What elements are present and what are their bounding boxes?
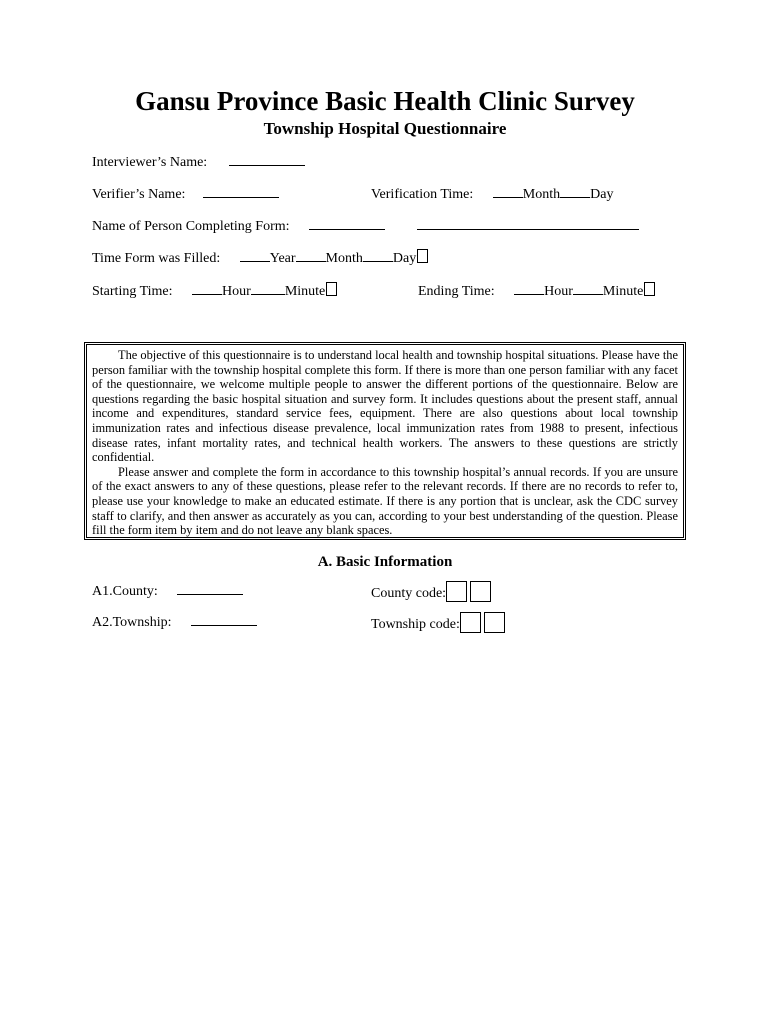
objective-text xyxy=(86,344,684,538)
end-hour-label: Hour xyxy=(544,284,573,299)
start-minute-blank[interactable] xyxy=(251,281,285,295)
filled-year-blank[interactable] xyxy=(240,248,270,262)
section-a-heading: A. Basic Information xyxy=(317,554,453,570)
end-hour-blank[interactable] xyxy=(514,281,544,295)
verification-month-blank[interactable] xyxy=(493,184,523,198)
filled-month-label: Month xyxy=(325,251,363,266)
time-filled-label: Time Form was Filled: xyxy=(92,251,221,266)
instructions-paragraph: Please answer and complete the form in accordance to this township hospital’s annual records. If you are unsure of the exact answers to any of these questions, please refer to the relevant records. If there are no records to refer to, please use your knowledge to make an educated estimate. If there is any portion that is unclear, ask the CDC survey staff to clarify, and then answer as accurately as you can, according to your best understanding of the question. Please fill the form item by item and do not leave any blank spaces. xyxy=(92,464,678,538)
interviewer-row xyxy=(92,152,305,172)
verification-time-row xyxy=(371,184,613,204)
ending-time-row xyxy=(418,281,655,301)
filled-day-blank[interactable] xyxy=(363,248,393,262)
township-code-box-2[interactable] xyxy=(484,612,505,633)
county-code-label: County code: xyxy=(371,586,447,601)
county-blank[interactable] xyxy=(177,581,243,595)
person-completing-extra-blank[interactable] xyxy=(417,216,639,230)
verification-month-label: Month xyxy=(522,187,561,202)
township-label: A2.Township: xyxy=(92,615,172,630)
county-code-box-1[interactable] xyxy=(446,581,467,602)
time-filled-row xyxy=(92,248,428,268)
verification-day-label: Day xyxy=(590,187,614,202)
missing-glyph-icon xyxy=(326,282,337,296)
filled-day-label: Day xyxy=(392,251,417,266)
county-code-row xyxy=(371,581,491,603)
county-code-box-2[interactable] xyxy=(470,581,491,602)
county-label: A1.County: xyxy=(92,584,158,599)
ending-time-label: Ending Time: xyxy=(418,284,495,299)
township-blank[interactable] xyxy=(191,612,257,626)
verifier-row xyxy=(92,184,279,204)
interviewer-label: Interviewer’s Name: xyxy=(92,155,208,170)
verification-time-label: Verification Time: xyxy=(371,187,474,202)
missing-glyph-icon xyxy=(644,282,655,296)
verification-day-blank[interactable] xyxy=(560,184,590,198)
starting-time-label: Starting Time: xyxy=(92,284,173,299)
township-row xyxy=(92,612,257,632)
start-minute-label: Minute xyxy=(284,284,326,299)
township-code-label: Township code: xyxy=(371,617,460,632)
county-row xyxy=(92,581,243,601)
filled-year-label: Year xyxy=(269,251,296,266)
starting-time-row xyxy=(92,281,337,301)
verifier-label: Verifier’s Name: xyxy=(92,187,186,202)
start-hour-label: Hour xyxy=(222,284,251,299)
end-minute-blank[interactable] xyxy=(573,281,603,295)
person-completing-blank[interactable] xyxy=(309,216,385,230)
objective-paragraph: The objective of this questionnaire is to understand local health and township hospital situations. Please have the person familiar with the township hospital complete this form. If there is more than one person familiar with any facet of the questionnaire, we welcome multiple people to answer the different portions of the questionnaire. Below are questions regarding the basic hospital situation and survey form. It includes questions about the present staff, annual income and expenditures, standard service fees, equipment. There are also questions about local township immunization rates and infectious disease prevalence, local immunization rates from 1988 to present, infectious disease rates, infant mortality rates, and technical health workers. The answers to these questions are strictly confidential. xyxy=(92,348,678,465)
missing-glyph-icon xyxy=(417,249,428,263)
end-minute-label: Minute xyxy=(602,284,644,299)
interviewer-name-blank[interactable] xyxy=(229,152,305,166)
township-code-row xyxy=(371,612,505,634)
verifier-name-blank[interactable] xyxy=(203,184,279,198)
township-code-box-1[interactable] xyxy=(460,612,481,633)
objective-box xyxy=(84,342,686,540)
person-completing-row xyxy=(92,216,639,236)
page-subtitle: Township Hospital Questionnaire xyxy=(263,119,507,138)
filled-month-blank[interactable] xyxy=(296,248,326,262)
page-title: Gansu Province Basic Health Clinic Survey xyxy=(135,86,635,116)
person-completing-label: Name of Person Completing Form: xyxy=(92,219,290,234)
start-hour-blank[interactable] xyxy=(192,281,222,295)
